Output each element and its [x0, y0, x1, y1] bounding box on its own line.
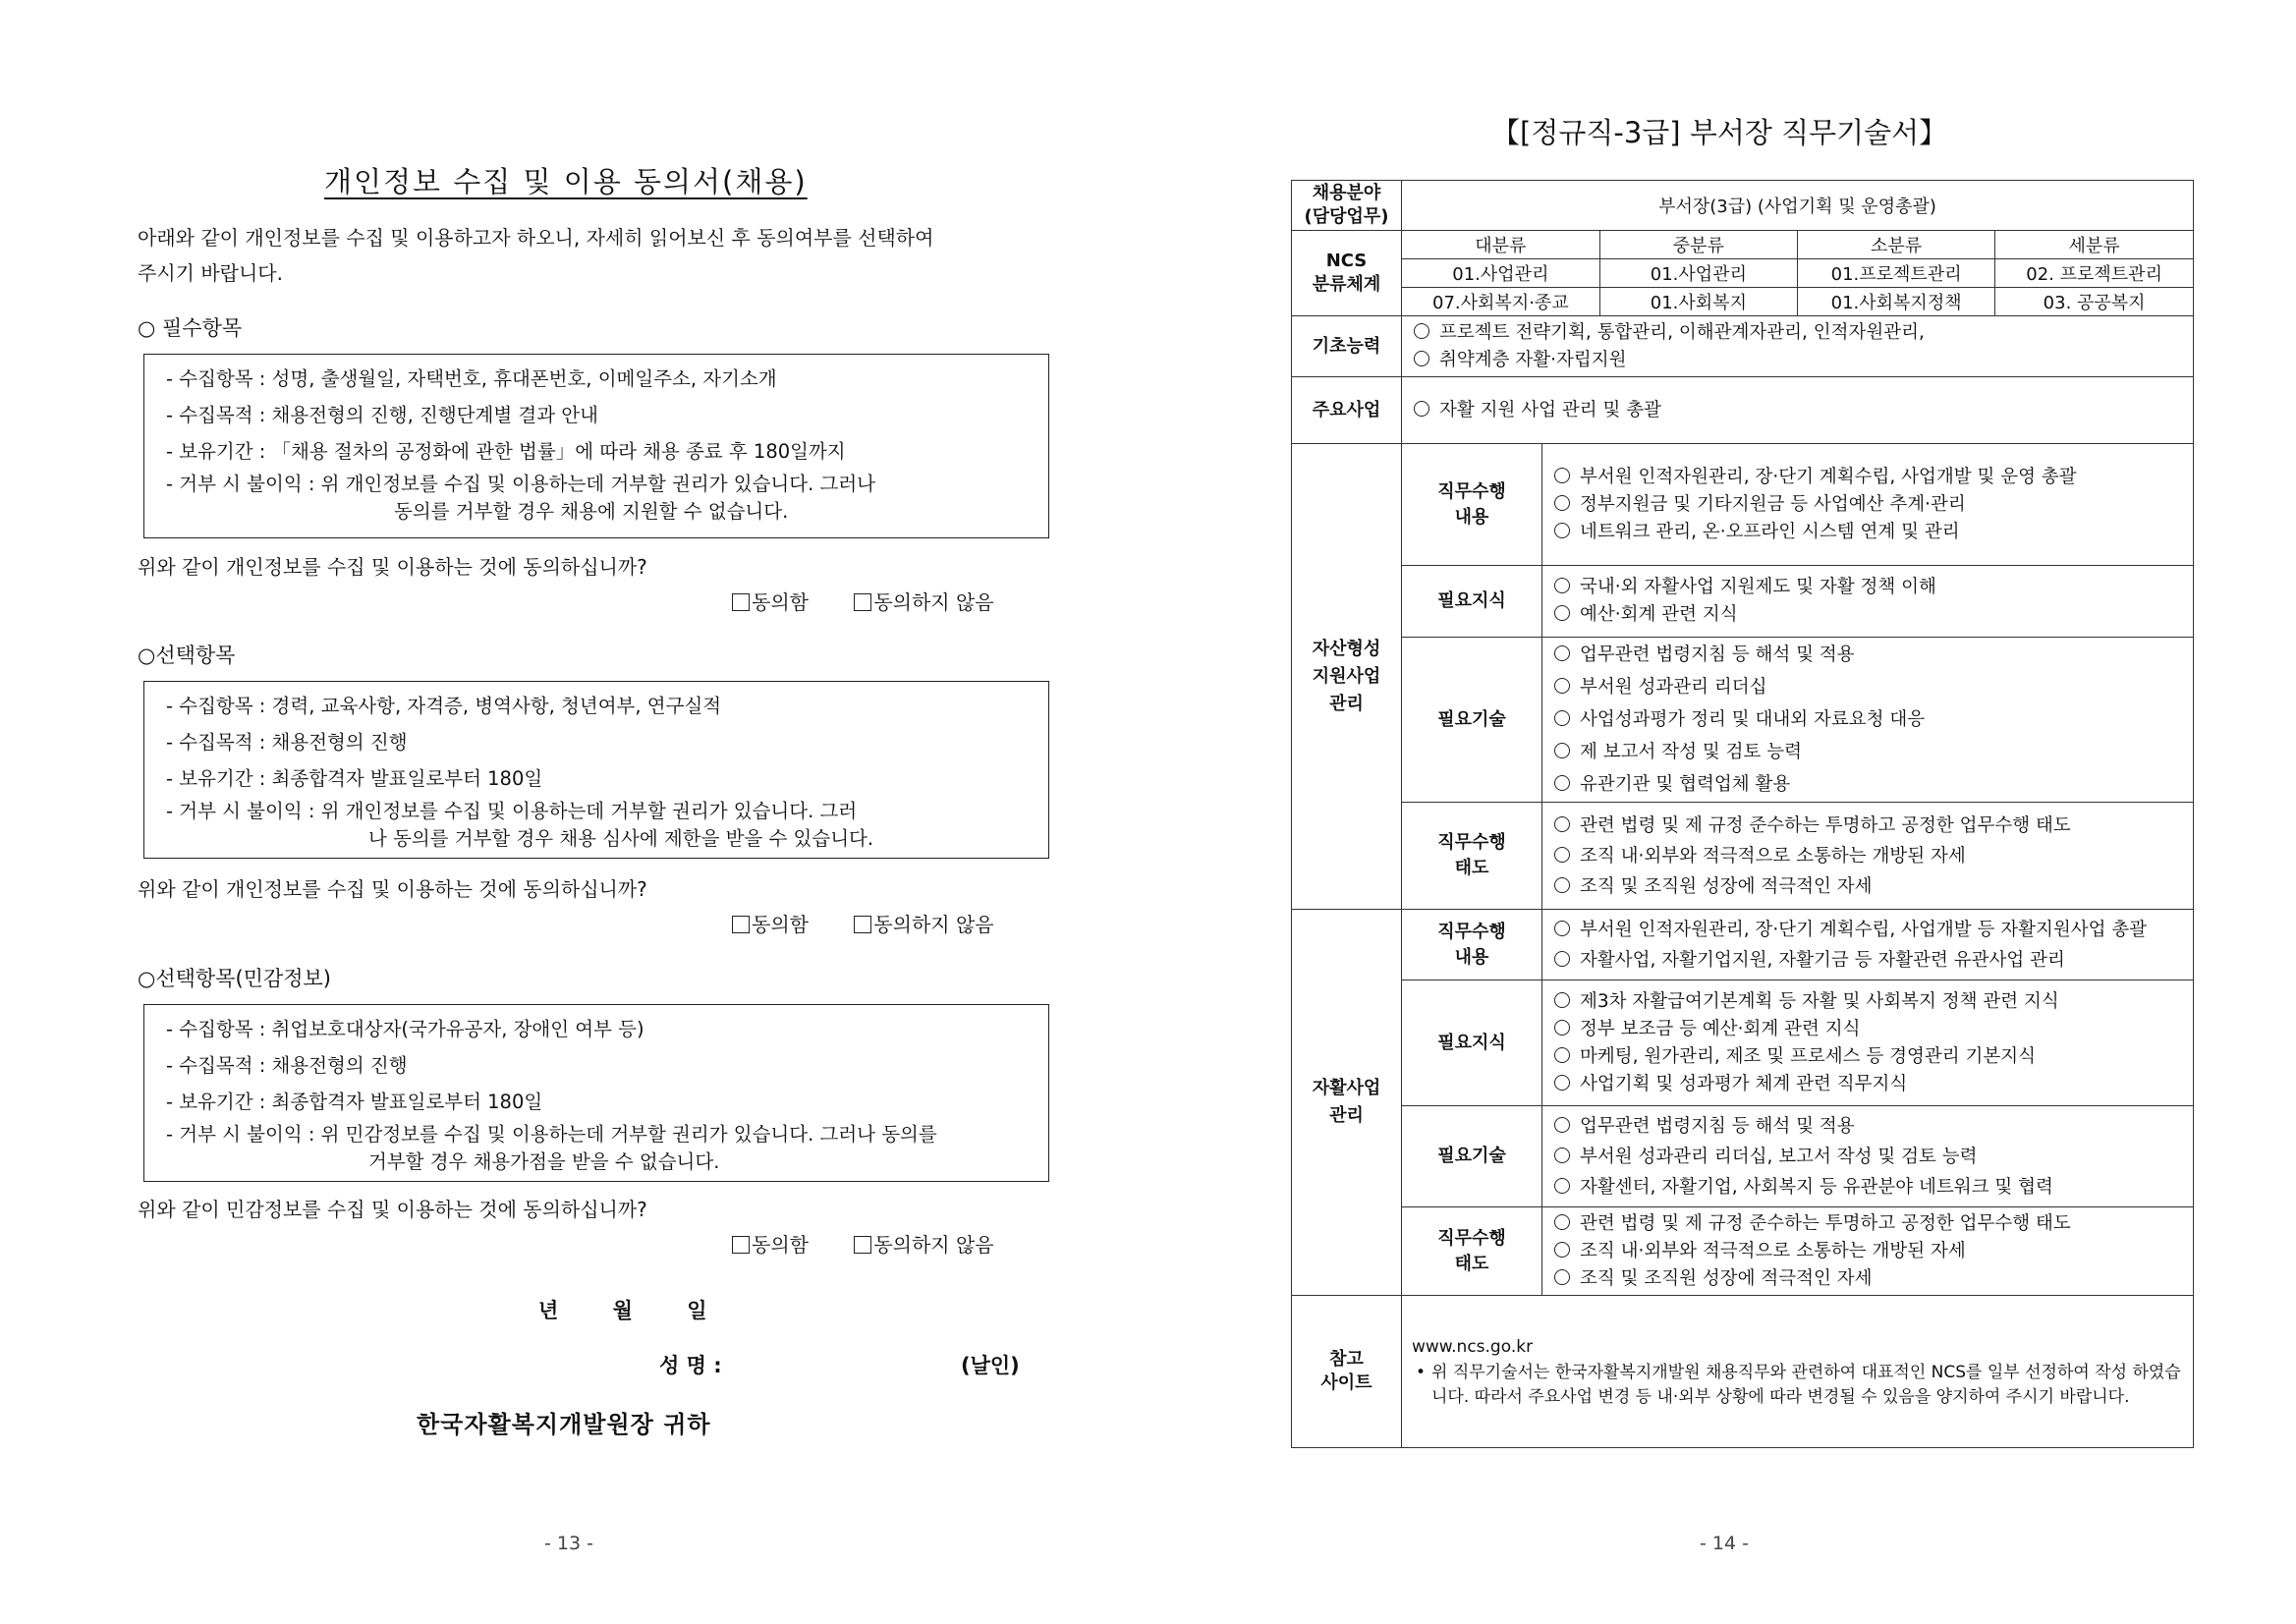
consent-choices — [732, 1229, 994, 1258]
agree-label: 동의함 — [752, 590, 809, 614]
ncs-cell: 02. 프로젝트관리 — [1995, 258, 2193, 287]
list-item-continuation: 나 동의를 거부할 경우 채용 심사에 제한을 받을 수 있습니다. — [368, 827, 874, 850]
circle-bullet-icon — [1554, 743, 1570, 758]
main-business-label: 주요사업 — [1292, 377, 1402, 444]
ncs-cell: 01.사회복지 — [1599, 287, 1797, 315]
circle-bullet-icon — [1554, 645, 1570, 661]
disagree-label: 동의하지 않음 — [873, 1233, 994, 1257]
table-row — [1292, 377, 2194, 444]
circle-bullet-icon — [1554, 710, 1570, 726]
list-item: 사업성과평가 정리 및 대내외 자료요청 대응 — [1554, 703, 2193, 736]
circle-bullet-icon — [1554, 775, 1570, 791]
list-item: - 보유기간 : 최종합격자 발표일로부터 180일 — [166, 1091, 543, 1113]
circle-bullet-icon — [1554, 877, 1570, 893]
list-item: 취약계층 자활·자립지원 — [1414, 347, 2193, 374]
row-label: 직무수행 내용 — [1402, 444, 1542, 566]
row-label: 필요지식 — [1402, 566, 1542, 638]
list-item: 사업기획 및 성과평가 체계 관련 직무지식 — [1554, 1071, 2193, 1098]
circle-bullet-icon — [1554, 816, 1570, 832]
row-label: 필요기술 — [1402, 638, 1542, 803]
list-item: - 수집목적 : 채용전형의 진행 — [166, 1054, 408, 1077]
circle-bullet-icon — [1554, 1117, 1570, 1133]
ncs-cell: 01.사업관리 — [1402, 258, 1599, 287]
circle-bullet-icon — [1554, 605, 1570, 621]
reference-link[interactable]: www.ncs.go.kr — [1412, 1337, 1534, 1357]
list-item: 자활사업, 자활기업지원, 자활기금 등 자활관련 유관사업 관리 — [1554, 945, 2193, 976]
circle-bullet-icon — [1554, 468, 1570, 483]
list-item: 부서원 성과관리 리더십, 보고서 작성 및 검토 능력 — [1554, 1142, 2193, 1172]
list-item: 부서원 성과관리 리더십 — [1554, 671, 2193, 703]
list-item: 부서원 인적자원관리, 장·단기 계획수립, 사업개발 및 운영 총괄 — [1554, 464, 2193, 491]
consent-form-title: 개인정보 수집 및 이용 동의서(채용) — [324, 165, 808, 198]
circle-bullet-icon — [1554, 523, 1570, 538]
intro-text-line-1: 아래와 같이 개인정보를 수집 및 이용하고자 하오니, 자세히 읽어보신 후 동의여부를 선택하여 — [138, 226, 934, 250]
list-item: - 수집항목 : 경력, 교육사항, 자격증, 병역사항, 청년여부, 연구실적 — [166, 695, 722, 717]
ncs-cell: 07.사회복지·종교 — [1402, 287, 1599, 315]
table-row — [1292, 316, 2194, 377]
list-item: - 거부 시 불이익 : 위 개인정보를 수집 및 이용하는데 거부할 권리가 있습니다. 그러 — [166, 800, 858, 822]
list-item: 네트워크 관리, 온·오프라인 시스템 연계 및 관리 — [1554, 519, 2193, 546]
agree-checkbox[interactable] — [732, 1236, 750, 1254]
reference-note: • 위 직무기술서는 한국자활복지개발원 채용직무와 관련하여 대표적인 NCS를 일부 선정하여 작성 하였습니다. 따라서 주요사업 변경 등 내·외부 상황에 따라 변경될 수 있음을 양지하여 주시기 바랍니다. — [1412, 1361, 2193, 1410]
circle-bullet-icon — [1414, 323, 1429, 339]
circle-bullet-icon — [1554, 951, 1570, 967]
consent-question: 위와 같이 개인정보를 수집 및 이용하는 것에 동의하십니까? — [138, 555, 647, 579]
list-item: - 보유기간 : 「채용 절차의 공정화에 관한 법률」에 따라 채용 종료 후 180일까지 — [166, 440, 846, 463]
group-label: 자산형성 지원사업 관리 — [1292, 444, 1402, 910]
circle-bullet-icon — [1554, 1242, 1570, 1258]
page-number-right: - 14 - — [1700, 1533, 1749, 1554]
list-item: 자활센터, 자활기업, 사회복지 등 유관분야 네트워크 및 협력 — [1554, 1172, 2193, 1203]
circle-bullet-icon — [1554, 1269, 1570, 1285]
list-item: 프로젝트 전략기획, 통합관리, 이해관계자관리, 인적자원관리, — [1414, 319, 2193, 347]
list-item: 유관기관 및 협력업체 활용 — [1554, 768, 2193, 801]
agree-option[interactable] — [732, 1229, 809, 1258]
row-label: 필요기술 — [1402, 1106, 1542, 1207]
optional-section-heading: ○선택항목 — [138, 644, 236, 667]
list-item: 자활 지원 사업 관리 및 총괄 — [1414, 396, 2193, 425]
ncs-cell: 01.사회복지정책 — [1798, 287, 1995, 315]
circle-bullet-icon — [1554, 678, 1570, 694]
table-row — [1292, 231, 2194, 316]
list-item: 제3차 자활급여기본계획 등 자활 및 사회복지 정책 관련 지식 — [1554, 988, 2193, 1016]
table-row — [1292, 910, 2194, 980]
list-item: 조직 내·외부와 적극적으로 소통하는 개방된 자세 — [1554, 1238, 2193, 1265]
circle-bullet-icon — [1554, 1047, 1570, 1063]
list-item: - 수집항목 : 성명, 출생월일, 자택번호, 휴대폰번호, 이메일주소, 자기소개 — [166, 367, 777, 390]
list-item-continuation: 동의를 거부할 경우 채용에 지원할 수 없습니다. — [394, 500, 789, 523]
ncs-header: 세분류 — [1995, 231, 2193, 258]
consent-question: 위와 같이 민감정보를 수집 및 이용하는 것에 동의하십니까? — [138, 1198, 647, 1221]
table-row — [1402, 287, 2193, 315]
sensitive-items-box — [143, 1004, 1049, 1182]
sensitive-section-heading: ○선택항목(민감정보) — [138, 967, 331, 990]
name-label: 성 명 : — [659, 1354, 722, 1377]
optional-items-box — [143, 681, 1049, 859]
list-item: - 수집목적 : 채용전형의 진행 — [166, 731, 408, 754]
basic-ability-label: 기초능력 — [1292, 316, 1402, 377]
list-item: 관련 법령 및 제 규정 준수하는 투명하고 공정한 업무수행 태도 — [1554, 1210, 2193, 1238]
table-row — [1402, 258, 2193, 287]
group-label: 자활사업 관리 — [1292, 910, 1402, 1296]
circle-bullet-icon — [1554, 1148, 1570, 1163]
page-number-left: - 13 - — [544, 1533, 593, 1554]
disagree-checkbox[interactable] — [854, 593, 871, 611]
agree-label: 동의함 — [752, 1233, 809, 1257]
list-item: - 수집항목 : 취업보호대상자(국가유공자, 장애인 여부 등) — [166, 1018, 644, 1040]
required-section-heading: ○ 필수항목 — [138, 316, 243, 340]
circle-bullet-icon — [1554, 1214, 1570, 1230]
list-item: 조직 내·외부와 적극적으로 소통하는 개방된 자세 — [1554, 841, 2193, 871]
agree-label: 동의함 — [752, 913, 809, 936]
row-label: 직무수행 태도 — [1402, 803, 1542, 910]
disagree-option[interactable] — [854, 587, 993, 615]
list-item: - 거부 시 불이익 : 위 민감정보를 수집 및 이용하는데 거부할 권리가 있습니다. 그러나 동의를 — [166, 1123, 937, 1146]
list-item-continuation: 거부할 경우 채용가점을 받을 수 없습니다. — [368, 1150, 720, 1173]
list-item: - 수집목적 : 채용전형의 진행, 진행단계별 결과 안내 — [166, 404, 598, 426]
table-row — [1292, 181, 2194, 231]
disagree-checkbox[interactable] — [854, 1236, 871, 1254]
ncs-label: NCS 분류체계 — [1292, 231, 1402, 316]
table-row — [1292, 1106, 2194, 1207]
ncs-cell: 01.사업관리 — [1599, 258, 1797, 287]
list-item: 업무관련 법령지침 등 해석 및 적용 — [1554, 639, 2193, 671]
list-item: 업무관련 법령지침 등 해석 및 적용 — [1554, 1111, 2193, 1142]
list-item: 부서원 인적자원관리, 장·단기 계획수립, 사업개발 등 자활지원사업 총괄 — [1554, 915, 2193, 945]
table-row — [1292, 638, 2194, 803]
circle-bullet-icon — [1554, 1178, 1570, 1194]
table-row — [1292, 444, 2194, 566]
row-label: 필요지식 — [1402, 980, 1542, 1106]
table-row — [1292, 566, 2194, 638]
list-item: 조직 및 조직원 성장에 적극적인 자세 — [1554, 1265, 2193, 1293]
list-item: 정부 보조금 등 예산·회계 관련 지식 — [1554, 1016, 2193, 1043]
reference-label: 참고 사이트 — [1292, 1296, 1402, 1448]
agree-checkbox[interactable] — [732, 593, 750, 611]
table-row — [1292, 1207, 2194, 1296]
date-line: 년 월 일 — [538, 1299, 707, 1322]
table-row — [1292, 1296, 2194, 1448]
job-description-title: 【[정규직-3급] 부서장 직무기술서】 — [1491, 116, 1948, 149]
row-label: 직무수행 내용 — [1402, 910, 1542, 980]
list-item: 예산·회계 관련 지식 — [1554, 601, 2193, 629]
circle-bullet-icon — [1554, 847, 1570, 863]
ncs-header: 중분류 — [1599, 231, 1797, 258]
right-page — [1148, 0, 2296, 1624]
disagree-checkbox[interactable] — [854, 916, 871, 933]
table-row — [1292, 980, 2194, 1106]
circle-bullet-icon — [1554, 1020, 1570, 1036]
list-item: 국내·외 자활사업 지원제도 및 자활 정책 이해 — [1554, 574, 2193, 601]
agree-option[interactable] — [732, 587, 809, 615]
circle-bullet-icon — [1554, 921, 1570, 936]
ncs-cell: 01.프로젝트관리 — [1798, 258, 1995, 287]
disagree-option[interactable] — [854, 909, 993, 937]
circle-bullet-icon — [1554, 1075, 1570, 1091]
list-item: - 거부 시 불이익 : 위 개인정보를 수집 및 이용하는데 거부할 권리가 있습니다. 그러나 — [166, 473, 876, 495]
required-items-box — [143, 354, 1049, 538]
field-label: 채용분야 (담당업무) — [1292, 181, 1402, 231]
ncs-header: 소분류 — [1798, 231, 1995, 258]
list-item: 관련 법령 및 제 규정 준수하는 투명하고 공정한 업무수행 태도 — [1554, 811, 2193, 841]
ncs-header: 대분류 — [1402, 231, 1599, 258]
row-label: 직무수행 태도 — [1402, 1207, 1542, 1296]
position-value: 부서장(3급) (사업기획 및 운영총괄) — [1402, 181, 2194, 231]
intro-text-line-2: 주시기 바랍니다. — [138, 261, 283, 285]
ncs-cell: 03. 공공복지 — [1995, 287, 2193, 315]
seal-label: (날인) — [961, 1354, 1020, 1377]
consent-choices — [732, 587, 994, 615]
circle-bullet-icon — [1414, 351, 1429, 366]
consent-choices — [732, 909, 994, 937]
circle-bullet-icon — [1554, 578, 1570, 593]
agree-option[interactable] — [732, 909, 809, 937]
circle-bullet-icon — [1414, 401, 1429, 417]
agree-checkbox[interactable] — [732, 916, 750, 933]
disagree-option[interactable] — [854, 1229, 993, 1258]
list-item: 정부지원금 및 기타지원금 등 사업예산 추계·관리 — [1554, 491, 2193, 519]
disagree-label: 동의하지 않음 — [873, 913, 994, 936]
list-item: 조직 및 조직원 성장에 적극적인 자세 — [1554, 871, 2193, 902]
list-item: 마케팅, 원가관리, 제조 및 프로세스 등 경영관리 기본지식 — [1554, 1043, 2193, 1071]
table-row — [1402, 231, 2193, 258]
table-row — [1292, 803, 2194, 910]
ncs-grid — [1402, 231, 2193, 315]
list-item: - 보유기간 : 최종합격자 발표일로부터 180일 — [166, 767, 543, 790]
list-item: 제 보고서 작성 및 검토 능력 — [1554, 736, 2193, 768]
job-description-table — [1291, 180, 2194, 1448]
consent-question: 위와 같이 개인정보를 수집 및 이용하는 것에 동의하십니까? — [138, 877, 647, 901]
disagree-label: 동의하지 않음 — [873, 590, 994, 614]
addressee: 한국자활복지개발원장 귀하 — [417, 1411, 711, 1438]
circle-bullet-icon — [1554, 992, 1570, 1008]
circle-bullet-icon — [1554, 495, 1570, 511]
